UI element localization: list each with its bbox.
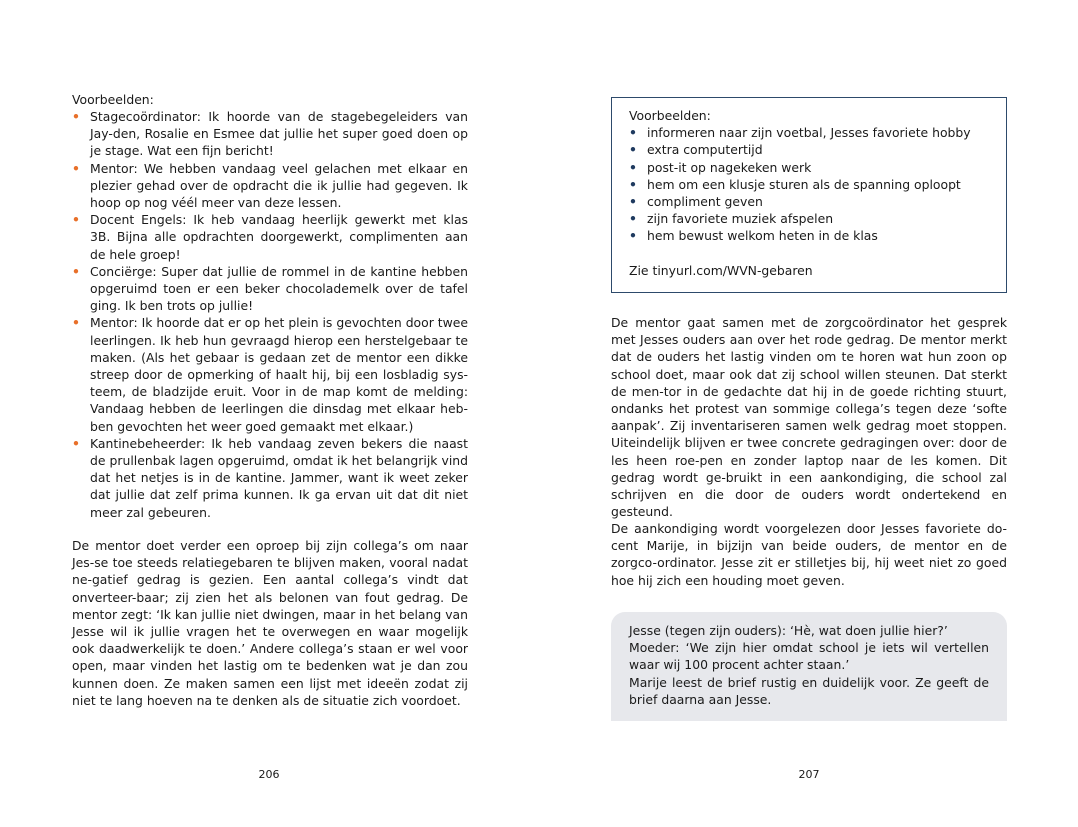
dialog-box (611, 612, 1007, 721)
bullet-icon: • (629, 194, 637, 210)
list-item: • informeren naar zijn voetbal, Jesses favoriete hobby (629, 125, 971, 141)
bullet-icon: • (72, 435, 80, 451)
bullet-icon: • (72, 160, 80, 176)
bullet-icon: • (629, 228, 637, 244)
page-number-right: 207 (798, 768, 820, 781)
bullet-icon: • (629, 211, 637, 227)
list-item: • Docent Engels: Ik heb vandaag heerlijk gewerkt met klas 3B. Bijna alle opdrachten doorgewerkt, complimenten aan de hele groep! (72, 212, 468, 262)
list-item: • extra computertijd (629, 142, 763, 158)
list-item: • Mentor: We hebben vandaag veel gelachen met elkaar en plezier gehad over de opdracht die ik jullie had gegeven. Ik hoop op nog véél meer van deze lessen. (72, 160, 468, 211)
bullet-icon: • (72, 263, 80, 279)
bullet-icon: • (629, 159, 637, 175)
bullet-icon: • (629, 176, 637, 192)
bullet-icon: • (72, 109, 80, 124)
left-page (72, 0, 468, 827)
examples-box (611, 97, 1007, 293)
list-item: • Conciërge: Super dat jullie de rommel in de kantine hebben opgeruimd toen er een beker chocolademelk over de tafel ging. Ik ben trots op jullie! (72, 263, 468, 314)
list-item: • hem om een klusje sturen als de spanning oploopt (629, 176, 961, 192)
list-item: • zijn favoriete muziek afspelen (629, 211, 834, 227)
bullet-icon: • (72, 315, 80, 331)
right-paragraph-1: De mentor gaat samen met de zorgcoördinator het gesprek met Jesses ouders aan over het rode gedrag. De mentor merkt dat de ouders het lastig vinden om te horen wat hun zoon op school doet, maar ook dat zij school willen steunen. Dat sterkt de men-tor in de gedachte dat hij in de goede richting stuurt, ondanks het protest van sommige collega’s tegen deze ‘softe aanpak’. Zij inventariseren samen welk gedrag moet stoppen. Uiteindelijk blijven er twee concrete gedragingen over: door de les heen roe-pen en zonder laptop naar de les komen. Dit gedrag wordt ge-bruikt in een aankondiging, die school zal schrijven en die door de ouders wordt ondertekend en gesteund. (611, 315, 1007, 520)
list-item: • hem bewust welkom heten in de klas (629, 228, 878, 244)
dialog-line: Moeder: ‘We zijn hier omdat school je iets wil vertellen waar wij 100 procent achter staan.’ (629, 640, 989, 673)
bullet-icon: • (72, 212, 80, 228)
left-bullet-list (72, 108, 468, 521)
list-item: • Stagecoördinator: Ik hoorde van de stagebegeleiders van Jay-den, Rosalie en Esmee dat jullie het super goed doen op je stage. Wat een fijn bericht! (72, 109, 468, 159)
list-item: • Kantinebeheerder: Ik heb vandaag zeven bekers die naast de prullenbak lagen opgeruimd, omdat ik het belangrijk vind dat het netjes is in de kantine. Jammer, want ik weet zeker dat jullie dat zelf prima kunnen. Ik ga ervan uit dat dit niet meer zal gebeuren. (72, 435, 468, 520)
box-link-text: Zie tinyurl.com/WVN-gebaren (629, 262, 813, 278)
page-number-left: 206 (258, 768, 280, 781)
left-paragraph: De mentor doet verder een oproep bij zijn collega’s om naar Jes-se toe steeds relatiegebaren te blijven maken, vooral nadat ne-gatief gedrag is gezien. Een aantal collega’s vindt dat onverteer-baar; zij zien het als belonen van fout gedrag. De mentor zegt: ‘Ik kan jullie niet dwingen, maar in het belang van Jesse wil ik jullie vragen het te overwegen en waar mogelijk ook daadwerkelijk te doen.’ Andere collega’s staan er wel voor open, maar vinden het lastig om te bedenken wat je dan zou kunnen doen. Ze maken samen een lijst met ideeën zodat zij niet te lang hoeven na te denken als de situatie zich voordoet. (72, 538, 468, 708)
bullet-icon: • (629, 125, 637, 141)
list-item: • Mentor: Ik hoorde dat er op het plein is gevochten door twee leerlingen. Ik heb hun gevraagd hierop een herstelgebaar te maken. (Als het gebaar is gedaan zet de mentor een dikke streep door de opmerking of haalt hij, bij een losbladig sys-teem, de bladzijde eruit. Voor in de map komt de melding: Vandaag hebben de leerlingen die dinsdag met elkaar heb-ben gevochten het weer goed gemaakt met elkaar.) (72, 315, 468, 434)
right-paragraph-2: De aankondiging wordt voorgelezen door Jesses favoriete do-cent Marije, in bijzijn van beide ouders, de mentor en de zorgco-ordinator. Jesse zit er stilletjes bij, hij weet niet zo goed hoe hij zich een houding moet geven. (611, 521, 1007, 588)
box-bullet-list (629, 124, 988, 244)
dialog-line: Jesse (tegen zijn ouders): ‘Hè, wat doen jullie hier?’ (629, 623, 948, 638)
list-item: • post-it op nagekeken werk (629, 159, 812, 175)
dialog-line: Marije leest de brief rustig en duidelijk voor. Ze geeft de brief daarna aan Jesse. (629, 674, 989, 707)
box-heading: Voorbeelden: (629, 108, 711, 123)
bullet-icon: • (629, 142, 637, 158)
list-item: • compliment geven (629, 194, 763, 210)
left-heading: Voorbeelden: (72, 92, 154, 107)
right-page (611, 0, 1007, 827)
